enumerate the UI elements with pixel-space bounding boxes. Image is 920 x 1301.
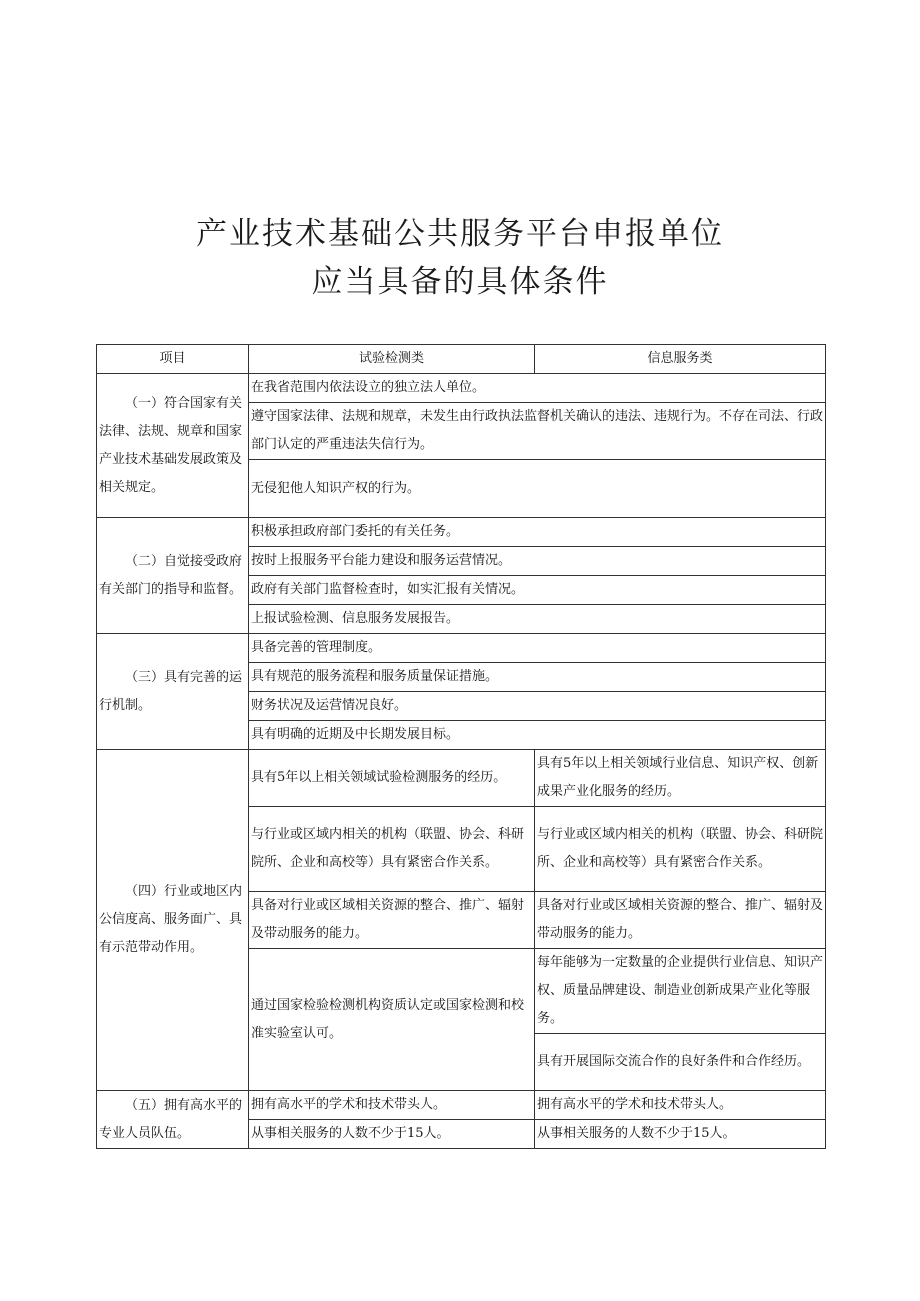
section-5-item: （五）拥有高水平的专业人员队伍。 xyxy=(97,1091,249,1149)
table-header-row xyxy=(97,345,826,374)
page-title-line2: 应当具备的具体条件 xyxy=(311,264,609,300)
table-cell: 遵守国家法律、法规和规章，未发生由行政执法监督机关确认的违法、违规行为。不存在司法、行政部门认定的严重违法失信行为。 xyxy=(249,403,826,460)
table-row xyxy=(97,750,826,807)
table-cell: 上报试验检测、信息服务发展报告。 xyxy=(249,605,826,634)
table-cell: 具有5年以上相关领域行业信息、知识产权、创新成果产业化服务的经历。 xyxy=(535,750,826,807)
table-cell: 具备对行业或区域相关资源的整合、推广、辐射及带动服务的能力。 xyxy=(249,892,535,949)
table-cell: 与行业或区域内相关的机构（联盟、协会、科研院所、企业和高校等）具有紧密合作关系。 xyxy=(535,807,826,892)
table-cell: 具备对行业或区域相关资源的整合、推广、辐射及带动服务的能力。 xyxy=(535,892,826,949)
table-cell: 具备完善的管理制度。 xyxy=(249,634,826,663)
section-4-item: （四）行业或地区内公信度高、服务面广、具有示范带动作用。 xyxy=(97,750,249,1091)
table-cell: 每年能够为一定数量的企业提供行业信息、知识产权、质量品牌建设、制造业创新成果产业化等服务。 xyxy=(535,949,826,1034)
table-cell: 与行业或区域内相关的机构（联盟、协会、科研院所、企业和高校等）具有紧密合作关系。 xyxy=(249,807,535,892)
table-cell: 拥有高水平的学术和技术带头人。 xyxy=(535,1091,826,1120)
table-cell: 具有规范的服务流程和服务质量保证措施。 xyxy=(249,663,826,692)
table-cell: 具有明确的近期及中长期发展目标。 xyxy=(249,721,826,750)
header-testing: 试验检测类 xyxy=(249,345,535,374)
table-row xyxy=(97,634,826,663)
header-info-service: 信息服务类 xyxy=(535,345,826,374)
section-2-item: （二）自觉接受政府有关部门的指导和监督。 xyxy=(97,518,249,634)
table-cell: 从事相关服务的人数不少于15人。 xyxy=(249,1120,535,1149)
table-cell: 具有开展国际交流合作的良好条件和合作经历。 xyxy=(535,1034,826,1091)
table-cell: 从事相关服务的人数不少于15人。 xyxy=(535,1120,826,1149)
table-row xyxy=(97,374,826,403)
conditions-table xyxy=(96,344,826,1149)
table-cell: 政府有关部门监督检查时，如实汇报有关情况。 xyxy=(249,576,826,605)
table-row xyxy=(97,518,826,547)
table-row xyxy=(97,1091,826,1120)
section-1-item: （一）符合国家有关法律、法规、规章和国家产业技术基础发展政策及相关规定。 xyxy=(97,374,249,518)
table-cell: 通过国家检验检测机构资质认定或国家检测和校准实验室认可。 xyxy=(249,949,535,1091)
header-item: 项目 xyxy=(97,345,249,374)
section-3-item: （三）具有完善的运行机制。 xyxy=(97,634,249,750)
table-cell: 具有5年以上相关领域试验检测服务的经历。 xyxy=(249,750,535,807)
table-cell: 拥有高水平的学术和技术带头人。 xyxy=(249,1091,535,1120)
table-cell: 财务状况及运营情况良好。 xyxy=(249,692,826,721)
table-cell: 按时上报服务平台能力建设和服务运营情况。 xyxy=(249,547,826,576)
table-cell: 无侵犯他人知识产权的行为。 xyxy=(249,460,826,518)
page-title-line1: 产业技术基础公共服务平台申报单位 xyxy=(196,216,724,252)
table-cell: 积极承担政府部门委托的有关任务。 xyxy=(249,518,826,547)
table-cell: 在我省范围内依法设立的独立法人单位。 xyxy=(249,374,826,403)
